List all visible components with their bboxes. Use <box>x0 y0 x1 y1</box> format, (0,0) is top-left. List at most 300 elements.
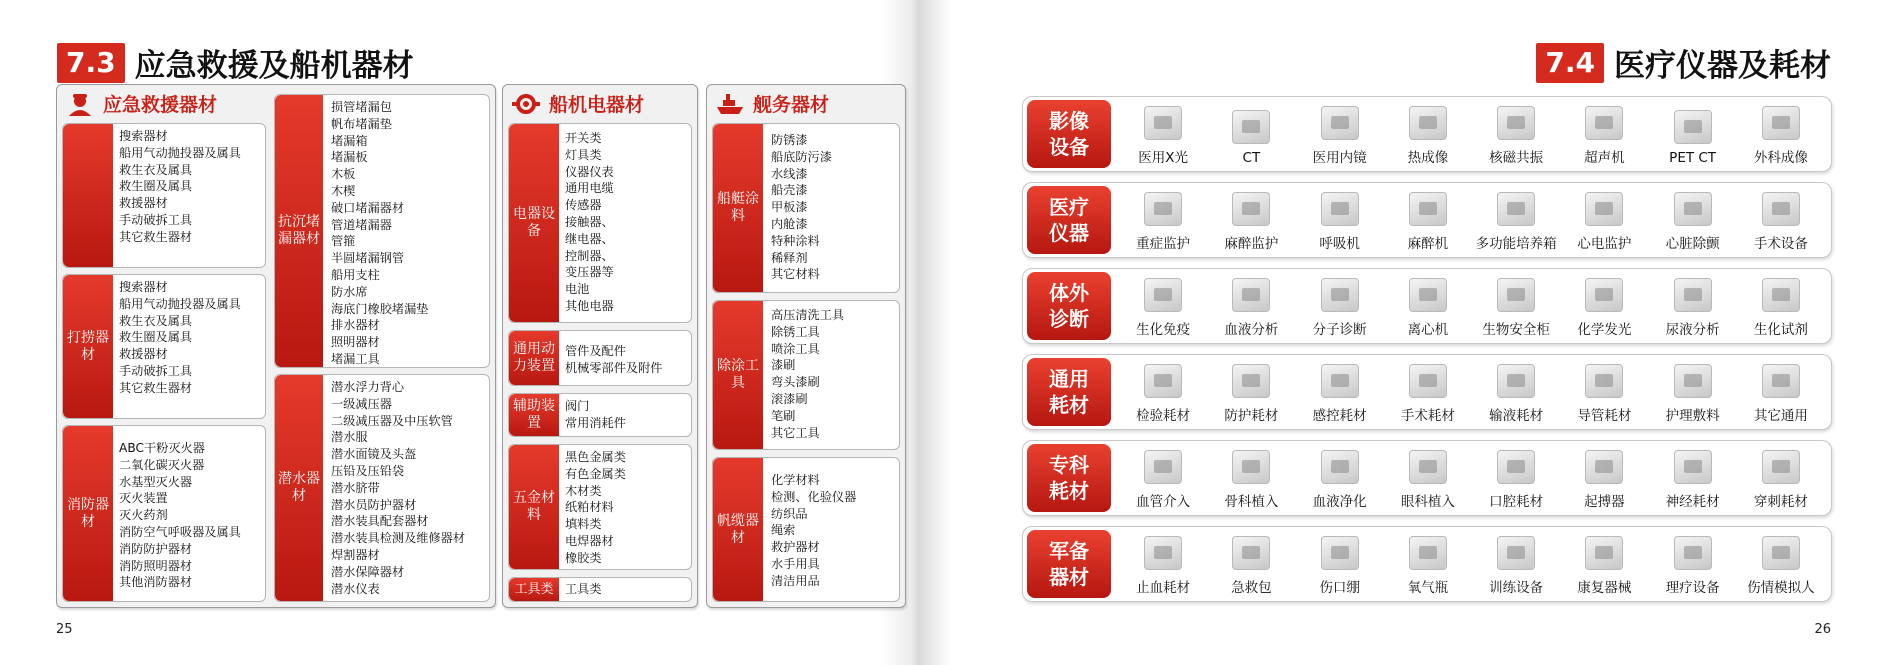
list-item: 半圆堵漏钢管 <box>331 251 405 266</box>
product-item[interactable] <box>1560 355 1648 429</box>
category-items <box>1119 97 1825 171</box>
product-image-icon <box>1409 278 1447 312</box>
list-item: 绳索 <box>771 523 796 538</box>
electrical-item-list <box>565 130 614 315</box>
product-label: 伤情模拟人 <box>1747 580 1815 596</box>
product-item[interactable] <box>1649 183 1737 257</box>
list-item: 搜索器材 <box>119 280 168 294</box>
product-image-icon <box>1762 364 1800 398</box>
product-label: 血液分析 <box>1224 322 1279 338</box>
product-image-icon <box>1762 192 1800 226</box>
product-label: 氧气瓶 <box>1407 580 1449 596</box>
product-item[interactable] <box>1560 97 1648 171</box>
diving-item-list <box>331 379 465 597</box>
product-label: 止血耗材 <box>1136 580 1191 596</box>
product-image-icon <box>1497 106 1535 140</box>
list-item: 内舱漆 <box>771 216 808 231</box>
list-item: 手动破拆工具 <box>119 212 193 227</box>
list-item: 纺织品 <box>771 506 808 521</box>
list-item: 弯头漆刷 <box>771 375 820 390</box>
list-item: 船用支柱 <box>331 267 380 282</box>
product-image-icon <box>1585 536 1623 570</box>
product-image-icon <box>1144 450 1182 484</box>
product-item[interactable] <box>1560 441 1648 515</box>
product-image-icon <box>1585 106 1623 140</box>
category-label: 医疗仪器 <box>1049 195 1089 245</box>
list-item: 救生衣及属具 <box>119 313 193 328</box>
product-item[interactable] <box>1119 355 1207 429</box>
product-label: 伤口绷 <box>1319 580 1360 596</box>
product-label: 其它通用 <box>1753 408 1808 424</box>
product-image-icon <box>1232 278 1270 312</box>
list-item: 防锈漆 <box>771 133 808 147</box>
list-item: 灭火装置 <box>119 491 168 506</box>
product-image-icon <box>1232 364 1270 398</box>
firefighting-tab: 消防器材 <box>63 426 113 601</box>
category-tab <box>1027 186 1111 254</box>
diving-tab: 潜水器材 <box>275 375 323 601</box>
product-label: 检验耗材 <box>1136 408 1191 424</box>
emergency-rescue-title: 应急救援器材 <box>103 94 218 116</box>
product-item[interactable] <box>1737 527 1825 601</box>
list-item: 其它材料 <box>771 267 820 282</box>
anti-sinking-tab: 抗沉堵漏器材 <box>275 95 323 367</box>
product-image-icon <box>1762 106 1800 140</box>
list-item: 管道堵漏器 <box>331 217 392 232</box>
product-item[interactable] <box>1649 269 1737 343</box>
rescue-item-list <box>119 128 241 246</box>
product-image-icon <box>1674 450 1712 484</box>
product-label: 手术设备 <box>1753 236 1808 252</box>
list-item: 潜水浮力背心 <box>331 380 405 394</box>
product-image-icon <box>1409 364 1447 398</box>
product-image-icon <box>1321 450 1359 484</box>
list-item: 其他电器 <box>565 298 614 313</box>
list-item: 消防防护器材 <box>119 541 193 556</box>
product-label: CT <box>1242 150 1261 166</box>
category-items <box>1119 355 1825 429</box>
list-item: 潜水面镜及头盔 <box>331 447 417 462</box>
ship-affairs-header <box>715 90 829 117</box>
list-item: 压铅及压铅袋 <box>331 463 405 478</box>
product-item[interactable] <box>1296 441 1384 515</box>
product-item[interactable] <box>1472 269 1560 343</box>
list-item: 潜水员防护器材 <box>331 497 417 512</box>
anti-sinking-group <box>274 94 490 368</box>
list-item: 一级减压器 <box>331 396 392 411</box>
product-item[interactable] <box>1649 97 1737 171</box>
product-item[interactable] <box>1207 183 1295 257</box>
list-item: 笔刷 <box>771 408 796 423</box>
list-item: 手动破拆工具 <box>119 363 193 378</box>
coating-tools-group <box>712 300 900 450</box>
product-label: 神经耗材 <box>1665 494 1720 510</box>
product-item[interactable] <box>1296 97 1384 171</box>
product-image-icon <box>1497 364 1535 398</box>
product-image-icon <box>1585 192 1623 226</box>
list-item: 二氧化碳灭火器 <box>119 457 205 472</box>
category-row <box>1022 182 1832 258</box>
list-item: 阀门 <box>565 399 590 413</box>
list-item: 其它救生器材 <box>119 380 193 395</box>
product-label: 尿液分析 <box>1665 322 1720 338</box>
power-unit-tab: 通用动力装置 <box>509 331 559 385</box>
list-item: 排水器材 <box>331 318 380 333</box>
product-item[interactable] <box>1737 269 1825 343</box>
list-item: 常用消耗件 <box>565 415 626 430</box>
left-section-number: 7.3 <box>57 43 125 83</box>
product-image-icon <box>1409 106 1447 140</box>
list-item: 船用气动抛投器及属具 <box>119 145 241 160</box>
list-item: 消防空气呼吸器及属具 <box>119 524 241 539</box>
category-tab <box>1027 444 1111 512</box>
list-item: 管件及配件 <box>565 344 626 358</box>
product-label: 急救包 <box>1231 580 1272 596</box>
list-item: 搜索器材 <box>119 129 168 143</box>
product-item[interactable] <box>1296 183 1384 257</box>
rigging-group <box>712 457 900 602</box>
product-label: 呼吸机 <box>1319 236 1360 252</box>
product-image-icon <box>1321 278 1359 312</box>
product-image-icon <box>1497 536 1535 570</box>
category-label: 体外诊断 <box>1049 281 1089 331</box>
product-image-icon <box>1497 278 1535 312</box>
list-item: 接触器、 <box>565 214 614 229</box>
auxiliary-tab: 辅助装置 <box>509 394 559 436</box>
product-item[interactable] <box>1472 97 1560 171</box>
list-item: 潜水仪表 <box>331 581 380 596</box>
product-image-icon <box>1144 364 1182 398</box>
list-item: 救生衣及属具 <box>119 162 193 177</box>
product-image-icon <box>1674 278 1712 312</box>
product-image-icon <box>1762 450 1800 484</box>
product-image-icon <box>1762 278 1800 312</box>
product-item[interactable] <box>1207 355 1295 429</box>
category-row <box>1022 440 1832 516</box>
list-item: 管箍 <box>331 234 356 249</box>
product-item[interactable] <box>1560 269 1648 343</box>
category-label: 专科耗材 <box>1049 453 1089 503</box>
tools-group <box>508 577 692 602</box>
product-item[interactable] <box>1207 441 1295 515</box>
product-label: 热成像 <box>1407 150 1449 166</box>
list-item: 清洁用品 <box>771 573 820 588</box>
product-item[interactable] <box>1119 183 1207 257</box>
product-image-icon <box>1585 364 1623 398</box>
product-image-icon <box>1232 192 1270 226</box>
list-item: 照明器材 <box>331 335 380 350</box>
list-item: 船壳漆 <box>771 183 808 198</box>
auxiliary-item-list <box>565 398 626 432</box>
coating-tools-item-list <box>771 307 844 441</box>
product-label: 导管耗材 <box>1577 408 1632 424</box>
diving-group <box>274 374 490 602</box>
product-label: 化学发光 <box>1577 322 1632 338</box>
product-label: 眼科植入 <box>1400 494 1455 510</box>
product-item[interactable] <box>1472 441 1560 515</box>
ship-electrical-header <box>511 90 644 117</box>
list-item: 喷涂工具 <box>771 341 820 356</box>
product-item[interactable] <box>1296 355 1384 429</box>
list-item: 滚漆刷 <box>771 391 808 406</box>
product-item[interactable] <box>1472 527 1560 601</box>
product-label: 骨科植入 <box>1224 494 1279 510</box>
product-image-icon <box>1232 110 1270 144</box>
product-item[interactable] <box>1384 97 1472 171</box>
hardware-item-list <box>565 449 626 567</box>
list-item: 损管堵漏包 <box>331 100 392 114</box>
list-item: 救生圈及属具 <box>119 330 193 345</box>
category-row <box>1022 354 1832 430</box>
product-label: 感控耗材 <box>1312 408 1367 424</box>
list-item: ABC干粉灭火器 <box>119 441 205 455</box>
category-items <box>1119 441 1825 515</box>
product-item[interactable] <box>1119 269 1207 343</box>
electrical-equipment-tab: 电器设备 <box>509 124 559 322</box>
list-item: 化学材料 <box>771 473 820 487</box>
product-image-icon <box>1144 106 1182 140</box>
product-item[interactable] <box>1737 355 1825 429</box>
list-item: 救援器材 <box>119 347 168 362</box>
product-label: 麻醉机 <box>1407 236 1449 252</box>
list-item: 海底门橡胶堵漏垫 <box>331 301 429 316</box>
firefighting-group <box>62 425 266 602</box>
product-label: 穿刺耗材 <box>1753 494 1808 510</box>
right-page-number: 26 <box>1814 622 1831 637</box>
category-label: 通用耗材 <box>1049 367 1089 417</box>
product-image-icon <box>1321 536 1359 570</box>
list-item: 潜水服 <box>331 430 368 445</box>
list-item: 帆布堵漏垫 <box>331 116 392 131</box>
product-label: 生物安全柜 <box>1482 322 1550 338</box>
hardware-tab: 五金材料 <box>509 445 559 569</box>
salvage-tab: 打捞器材 <box>63 275 113 418</box>
rescue-group <box>62 123 266 268</box>
list-item: 检测、化验仪器 <box>771 489 857 504</box>
category-items <box>1119 269 1825 343</box>
list-item: 纸粕材料 <box>565 500 614 515</box>
product-image-icon <box>1674 364 1712 398</box>
list-item: 高压清洗工具 <box>771 308 845 322</box>
list-item: 其他消防器材 <box>119 575 193 590</box>
coating-tools-tab: 除涂工具 <box>713 301 763 449</box>
list-item: 特种涂料 <box>771 233 820 248</box>
list-item: 灯具类 <box>565 147 602 162</box>
list-item: 潜水保障器材 <box>331 564 405 579</box>
ship-electrical-title: 船机电器材 <box>549 94 645 116</box>
list-item: 水手用具 <box>771 556 820 571</box>
category-items <box>1119 183 1825 257</box>
product-item[interactable] <box>1296 527 1384 601</box>
category-row <box>1022 96 1832 172</box>
list-item: 电池 <box>565 282 590 297</box>
list-item: 继电器、 <box>565 231 614 246</box>
product-image-icon <box>1762 536 1800 570</box>
list-item: 堵漏板 <box>331 150 368 165</box>
product-item[interactable] <box>1560 183 1648 257</box>
anti-sinking-item-list <box>331 99 429 368</box>
rigging-item-list <box>771 472 856 590</box>
product-item[interactable] <box>1207 527 1295 601</box>
product-item[interactable] <box>1737 97 1825 171</box>
product-image-icon <box>1409 450 1447 484</box>
list-item: 防水席 <box>331 284 368 299</box>
power-unit-group <box>508 330 692 386</box>
product-item[interactable] <box>1296 269 1384 343</box>
list-item: 灭火药剂 <box>119 508 168 523</box>
left-section-heading: 应急救援及船机器材 <box>134 48 414 84</box>
list-item: 水基型灭火器 <box>119 474 193 489</box>
product-label: 麻醉监护 <box>1224 236 1279 252</box>
list-item: 开关类 <box>565 131 602 145</box>
product-label: 训练设备 <box>1489 580 1544 596</box>
product-item[interactable] <box>1384 183 1472 257</box>
list-item: 救护器材 <box>771 540 820 555</box>
list-item: 船用气动抛投器及属具 <box>119 296 241 311</box>
list-item: 工具类 <box>565 582 602 596</box>
product-image-icon <box>1585 450 1623 484</box>
product-label: 医用内镜 <box>1312 150 1367 166</box>
product-label: 输液耗材 <box>1489 408 1544 424</box>
list-item: 传感器 <box>565 198 602 213</box>
product-image-icon <box>1409 536 1447 570</box>
power-unit-item-list <box>565 343 663 377</box>
product-image-icon <box>1144 192 1182 226</box>
category-tab <box>1027 100 1111 168</box>
list-item: 机械零部件及附件 <box>565 360 663 375</box>
list-item: 水线漆 <box>771 166 808 181</box>
product-label: 超声机 <box>1584 150 1625 166</box>
product-label: 起搏器 <box>1584 494 1625 510</box>
hardware-group <box>508 444 692 570</box>
auxiliary-group <box>508 393 692 437</box>
list-item: 其它救生器材 <box>119 229 193 244</box>
right-section-title <box>1536 40 1831 85</box>
product-label: 核磁共振 <box>1489 150 1544 166</box>
product-label: 多功能培养箱 <box>1475 236 1557 252</box>
list-item: 其它工具 <box>771 425 820 440</box>
product-item[interactable] <box>1119 441 1207 515</box>
product-item[interactable] <box>1737 183 1825 257</box>
left-section-title <box>57 40 414 85</box>
product-image-icon <box>1321 364 1359 398</box>
category-label: 影像设备 <box>1049 109 1089 159</box>
list-item: 有色金属类 <box>565 466 626 481</box>
product-label: 手术耗材 <box>1400 408 1455 424</box>
product-item[interactable] <box>1119 97 1207 171</box>
list-item: 消防照明器材 <box>119 558 193 573</box>
list-item: 木板 <box>331 167 356 182</box>
list-item: 黑色金属类 <box>565 450 626 464</box>
product-item[interactable] <box>1649 441 1737 515</box>
product-item[interactable] <box>1649 527 1737 601</box>
emergency-rescue-header <box>65 90 217 117</box>
product-item[interactable] <box>1737 441 1825 515</box>
salvage-group <box>62 274 266 419</box>
list-item: 填料类 <box>565 517 602 532</box>
product-image-icon <box>1409 192 1447 226</box>
product-item[interactable] <box>1384 355 1472 429</box>
left-page-number: 25 <box>56 622 73 637</box>
product-image-icon <box>1144 278 1182 312</box>
rigging-tab: 帆缆器材 <box>713 458 763 601</box>
product-image-icon <box>1674 110 1712 144</box>
list-item: 破口堵漏器材 <box>331 200 405 215</box>
list-item: 潜水装具配套器材 <box>331 514 429 529</box>
product-item[interactable] <box>1119 527 1207 601</box>
product-item[interactable] <box>1472 355 1560 429</box>
product-label: 口腔耗材 <box>1489 494 1544 510</box>
list-item: 潜水脐带 <box>331 480 380 495</box>
product-image-icon <box>1321 192 1359 226</box>
electrical-equipment-group <box>508 123 692 323</box>
ship-icon <box>715 92 745 116</box>
engine-gear-icon <box>511 92 541 116</box>
tools-tab: 工具类 <box>509 578 559 601</box>
list-item: 救生圈及属具 <box>119 179 193 194</box>
product-item[interactable] <box>1560 527 1648 601</box>
product-label: 心脏除颤 <box>1665 236 1720 252</box>
product-image-icon <box>1497 192 1535 226</box>
list-item: 稀释剂 <box>771 250 808 265</box>
list-item: 变压器等 <box>565 265 614 280</box>
list-item: 漆刷 <box>771 358 796 373</box>
category-row <box>1022 268 1832 344</box>
hull-coating-item-list <box>771 132 832 283</box>
list-item: 堵漏工具 <box>331 351 380 366</box>
product-label: 护理敷料 <box>1665 408 1720 424</box>
product-item[interactable] <box>1207 97 1295 171</box>
right-section-heading: 医疗仪器及耗材 <box>1614 48 1831 84</box>
list-item: 木材类 <box>565 483 602 498</box>
firefighting-item-list <box>119 440 241 591</box>
list-item: 甲板漆 <box>771 200 808 215</box>
category-tab <box>1027 272 1111 340</box>
list-item: 电焊器材 <box>565 533 614 548</box>
list-item: 焊割器材 <box>331 547 380 562</box>
list-item: 仪器仪表 <box>565 164 614 179</box>
product-label: 离心机 <box>1407 322 1449 338</box>
product-item[interactable] <box>1649 355 1737 429</box>
product-image-icon <box>1674 192 1712 226</box>
product-label: 理疗设备 <box>1665 580 1720 596</box>
category-tab <box>1027 530 1111 598</box>
product-image-icon <box>1232 536 1270 570</box>
ship-affairs-title: 舰务器材 <box>753 94 830 116</box>
product-label: 重症监护 <box>1136 236 1191 252</box>
list-item: 除锈工具 <box>771 324 820 339</box>
product-image-icon <box>1497 450 1535 484</box>
product-label: 血液净化 <box>1312 494 1367 510</box>
product-image-icon <box>1321 106 1359 140</box>
product-label: 防护耗材 <box>1224 408 1279 424</box>
product-image-icon <box>1144 536 1182 570</box>
product-item[interactable] <box>1472 183 1560 257</box>
product-item[interactable] <box>1384 269 1472 343</box>
salvage-item-list <box>119 279 241 397</box>
product-label: 分子诊断 <box>1312 322 1367 338</box>
list-item: 木楔 <box>331 183 356 198</box>
list-item: 潜水装具检测及维修器材 <box>331 531 466 546</box>
category-tab <box>1027 358 1111 426</box>
product-label: 生化免疫 <box>1136 322 1191 338</box>
product-item[interactable] <box>1207 269 1295 343</box>
product-item[interactable] <box>1384 527 1472 601</box>
product-item[interactable] <box>1384 441 1472 515</box>
hull-coating-group <box>712 123 900 293</box>
category-label: 军备器材 <box>1049 539 1089 589</box>
list-item: 橡胶类 <box>565 550 602 565</box>
